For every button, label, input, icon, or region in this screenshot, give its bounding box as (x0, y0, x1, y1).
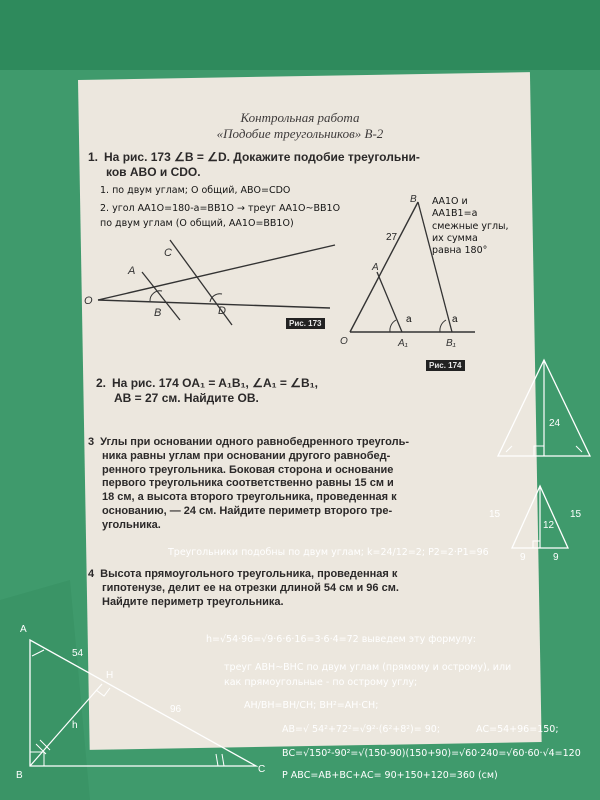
abc-label-b: B (16, 770, 23, 781)
hw-p3-answer: Треугольники подобны по двум углам; k=24/12=2; Р2=2·Р1=96 (168, 547, 489, 558)
fig173-angle-d (210, 294, 222, 302)
hw-aa1o-line4: их сумма (432, 233, 478, 245)
hw-p4-sim1: треуг АВН~ВНС по двум углам (прямому и острому), или (224, 662, 512, 673)
hw-p4-perimeter: Р АВС=АВ+ВС+АС= 90+150+120=360 (см) (282, 770, 498, 781)
abc-label-h: H (106, 670, 114, 681)
abc-label-c: C (258, 764, 266, 775)
fig173-caption: Рис. 173 (286, 318, 325, 329)
fig174-angle-b1 (440, 320, 446, 332)
fig174-caption: Рис. 174 (426, 360, 465, 371)
hw-aa1o-line5: равна 180° (432, 245, 488, 257)
tri15-half-left-label: 9 (520, 552, 526, 562)
abc-outline (30, 640, 256, 766)
fig174-label-b1: B₁ (446, 338, 456, 349)
fig174-angle-b1-label: a (452, 314, 458, 325)
problem-3-line2: ренного треугольника. Боковая сторона и основание (102, 463, 394, 476)
abc-height-bh (30, 684, 102, 766)
hw-aa1o-line3: смежные углы, (432, 220, 509, 232)
tri24-tick-left (506, 446, 512, 452)
problem-1-line2: ков ABO и CDO. (106, 165, 201, 179)
hw-aa1o-note (432, 196, 509, 258)
problem-3-line5: основанию, — 24 см. Найдите периметр второго тре- (102, 504, 393, 517)
fig174-label-27: 27 (386, 232, 398, 243)
fig173-label-d: D (218, 305, 226, 317)
tri15-height-label: 12 (543, 520, 555, 531)
triangle-24 (494, 356, 594, 462)
fig174-label-a: A (372, 262, 379, 273)
hw-p4-ab: АВ=√ 54²+72²=√9²·(6²+8²)= 90; (282, 724, 441, 735)
problem-3 (88, 436, 508, 532)
fig173-label-a: A (128, 265, 136, 277)
worksheet-title: Контрольная работа (240, 110, 360, 125)
problem-3-line4: 18 см, а высота второго треугольника, проведенная к (102, 491, 397, 503)
fig174-label-b: B (410, 194, 417, 205)
problem-4-line0: Высота прямоугольного треугольника, проведенная к (100, 568, 398, 580)
abc-angle-c-tick2 (222, 754, 224, 766)
fig173-label-b: B (154, 307, 162, 319)
problem-4 (88, 568, 508, 609)
worksheet-subtitle: «Подобие треугольников» В-2 (216, 126, 384, 141)
fig174-line-ob (350, 202, 418, 332)
problem-3-line6: угольника. (102, 518, 161, 531)
problem-3-line3: первого треугольника соответственно равны 15 см и (102, 477, 394, 490)
fig173-label-c: C (164, 247, 172, 259)
hw-p1-line2: 2. угол АА1О=180-а=ВВ1О → треуг АА1О~ВВ1О (100, 203, 341, 214)
tri15-side-left-label: 15 (489, 509, 501, 520)
problem-3-line0: Углы при основании одного равнобедренного треуголь- (100, 436, 410, 448)
hw-p1-line1: 1. по двум углам; О общий, АВО=CDO (100, 185, 291, 196)
problem-2-line2: AB = 27 см. Найдите OB. (114, 391, 259, 405)
hw-p4-ratio: АН/ВН=ВН/СН; ВН²=АН·СН; (244, 700, 379, 711)
problem-1-number: 1. (88, 150, 99, 164)
abc-angle-c-tick1 (216, 754, 218, 766)
hw-aa1o-line2: АА1В1=а (432, 208, 478, 220)
problem-4-number: 4 (88, 568, 95, 580)
tri15-half-right-label: 9 (553, 552, 559, 562)
hw-aa1o-line1: АА1О и (432, 196, 468, 207)
fig174-label-a1: A₁ (398, 338, 408, 349)
abc-seg-hc-label: 96 (170, 704, 182, 715)
abc-seg-ah-label: 54 (72, 648, 84, 659)
abc-angle-a-tick (32, 650, 44, 656)
fig174-line-aa1 (377, 272, 402, 332)
problem-2-line1: На рис. 174 OA₁ = A₁B₁, ∠A₁ = ∠B₁, (112, 376, 318, 390)
abc-label-a: A (20, 624, 27, 635)
fig174-label-o: O (340, 336, 348, 347)
problem-4-line1: гипотенузе, делит ее на отрезки длиной 54 см и 96 см. (102, 581, 399, 594)
problem-4-line2: Найдите периметр треугольника. (102, 595, 284, 608)
problem-1-line1: На рис. 173 ∠B = ∠D. Докажите подобие треугольни- (104, 150, 420, 164)
problem-2-number: 2. (96, 376, 107, 390)
hw-p4-ac: АС=54+96=150; (476, 724, 559, 735)
tri24-tick-right (576, 446, 582, 452)
problem-3-line1: ника равны углам при основании другого равнобед- (102, 449, 391, 462)
hw-p4-h: h=√54·96=√9·6·6·16=3·6·4=72 выведем эту формулу: (206, 634, 476, 645)
fig173-label-o: O (84, 295, 93, 307)
tri15-side-right-label: 15 (570, 509, 582, 520)
hw-p4-bc: ВС=√150²-90²=√(150-90)(150+90)=√60·240=√60·60·√4=120 (282, 748, 581, 759)
abc-label-small-h: h (72, 720, 78, 731)
hw-p4-sim2: как прямоугольные - по острому углу; (224, 677, 418, 688)
problem-1 (88, 150, 518, 180)
tri24-height-label: 24 (549, 418, 561, 429)
triangle-15 (486, 482, 594, 562)
problem-3-number: 3 (88, 436, 95, 448)
tri24-right-angle (534, 446, 544, 456)
fig174-angle-a1 (390, 320, 396, 332)
problem-2 (96, 376, 516, 406)
hw-p1-line3: по двум углам (О общий, АА1О=ВВ1О) (100, 218, 294, 229)
fig174-angle-a1-label: a (406, 314, 412, 325)
tri15-right-angle (533, 541, 540, 548)
